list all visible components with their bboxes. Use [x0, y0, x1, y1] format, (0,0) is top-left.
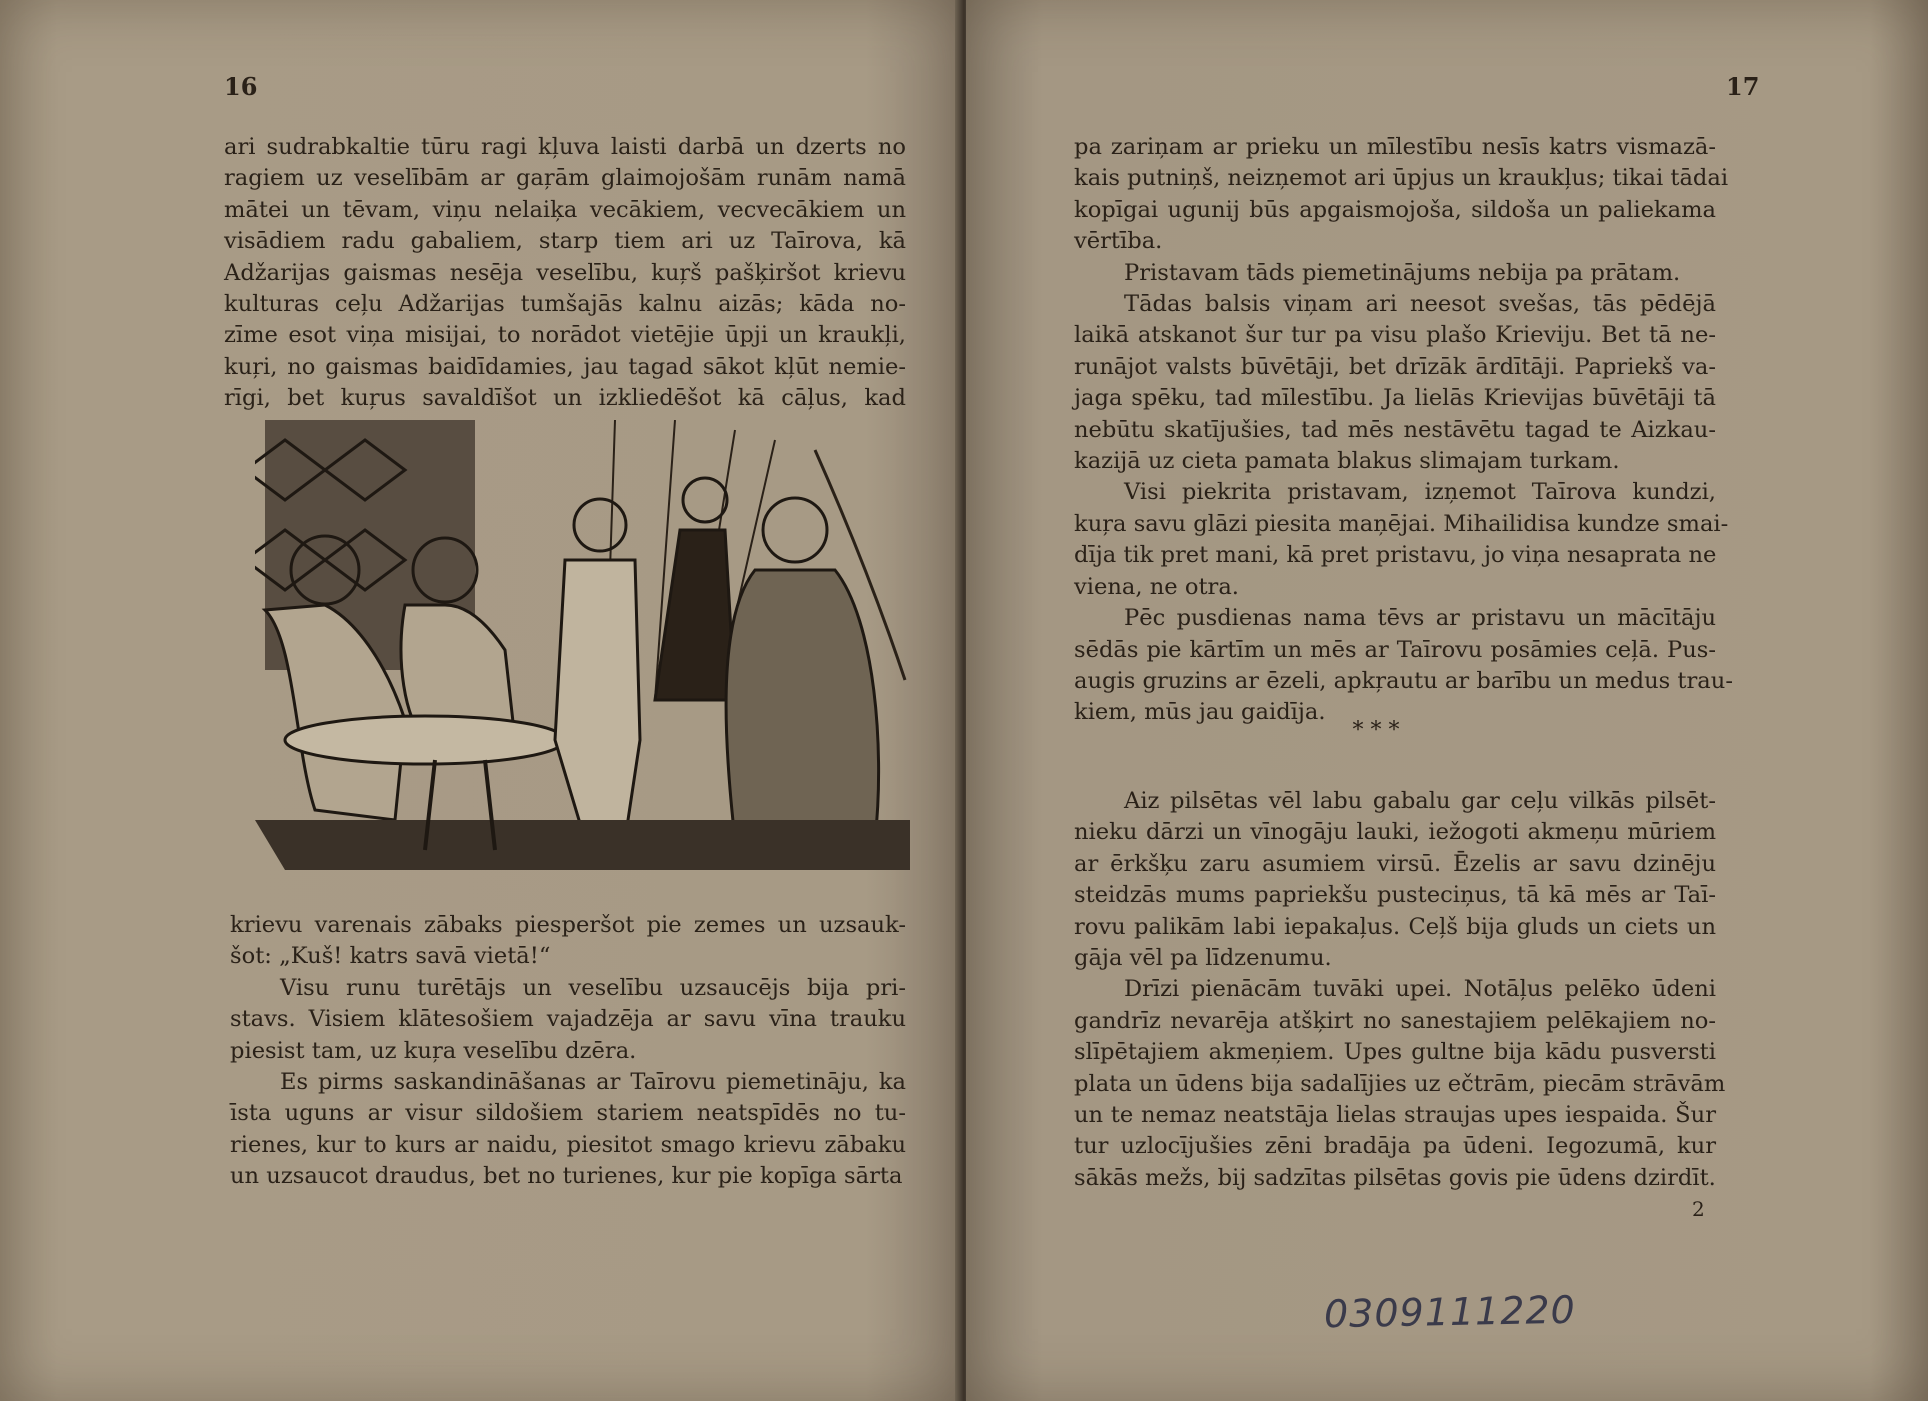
- text-line: pa zariņam ar prieku un mīlestību nesīs katrs vismazā-: [1074, 134, 1716, 160]
- text-line: nieku dārzi un vīnogāju lauki, iežogoti akmeņu mūriem: [1074, 819, 1716, 846]
- left-text-top: [224, 132, 906, 415]
- left-text-bottom: [230, 910, 906, 1193]
- text-line: runājot valsts būvētāji, bet drīzāk ārdītāji. Papriekš va-: [1074, 353, 1716, 380]
- text-line: Drīzi pienācām tuvāki upei. Notāļus pelēko ūdeni: [1124, 976, 1716, 1003]
- text-line: sākās mežs, bij sadzītas pilsētas govis pie ūdens dzirdīt.: [1074, 1164, 1716, 1191]
- text-line: zīme esot viņa misijai, to norādot vietējie ūpji un kraukļi,: [224, 322, 906, 349]
- page-number-left: 16: [224, 72, 258, 101]
- text-line: un te nemaz neatstāja lielas straujas upes iespaida. Šur: [1074, 1102, 1716, 1129]
- text-line: kopīgai ugunij būs apgaismojoša, sildoša un paliekama: [1074, 196, 1716, 223]
- right-text-bottom: [1074, 786, 1726, 1194]
- text-line: kais putniņš, neizņemot ari ūpjus un kraukļus; tikai tādai: [1074, 165, 1729, 192]
- text-line: kiem, mūs jau gaidīja.: [1074, 699, 1326, 726]
- right-text-top: [1074, 132, 1733, 729]
- text-line: kulturas ceļu Adžarijas tumšajās kalnu aizās; kāda no-: [224, 291, 906, 318]
- text-line: rovu palikām labi iepakaļus. Ceļš bija gluds un ciets un: [1074, 913, 1716, 940]
- text-line: ragiem uz veselībām ar gaŗām glaimojošām runām namā: [224, 165, 906, 192]
- text-line: stavs. Visiem klātesošiem vajadzēja ar savu vīna trauku: [230, 1006, 906, 1033]
- text-line: gāja vēl pa līdzenumu.: [1074, 945, 1332, 972]
- text-line: kuŗi, no gaismas baidīdamies, jau tagad sākot kļūt nemie-: [224, 353, 906, 380]
- text-line: viena, ne otra.: [1074, 573, 1239, 600]
- page-number-right: 17: [1726, 72, 1760, 101]
- text-line: ari sudrabkaltie tūru ragi kļuva laisti darbā un dzerts no: [224, 134, 906, 160]
- text-line: vērtība.: [1074, 228, 1163, 255]
- text-line: sēdās pie kārtīm un mēs ar Taīrovu posāmies ceļā. Pus-: [1074, 636, 1716, 663]
- text-line: Adžarijas gaismas nesēja veselību, kuŗš pašķiršot krievu: [224, 259, 906, 286]
- text-line: dīja tik pret mani, kā pret pristavu, jo viņa nesaprata ne: [1074, 542, 1717, 569]
- text-line: Visu runu turētājs un veselību uzsaucējs bija pri-: [280, 974, 906, 1001]
- text-line: laikā atskanot šur tur pa visu plašo Krieviju. Bet tā ne-: [1074, 322, 1716, 349]
- text-line: šot: „Kuš! katrs savā vietā!“: [230, 943, 551, 970]
- text-line: visādiem radu gabaliem, starp tiem ari uz Taīrova, kā: [224, 228, 906, 255]
- text-line: mātei un tēvam, viņu nelaiķa vecākiem, vecvecākiem un: [224, 196, 906, 223]
- text-line: un uzsaucot draudus, bet no turienes, kur pie kopīga sārta: [230, 1163, 903, 1190]
- text-line: Pristavam tāds piemetinājums nebija pa prātam.: [1124, 259, 1681, 286]
- text-line: kazijā uz cieta pamata blakus slimajam turkam.: [1074, 448, 1620, 475]
- text-line: gandrīz nevarēja atšķirt no sanestajiem pelēkajiem no-: [1074, 1007, 1716, 1034]
- text-line: ar ērkšķu zaru asumiem virsū. Ēzelis ar savu dzinēju: [1074, 850, 1716, 877]
- text-line: krievu varenais zābaks piesperšot pie zemes un uzsauk-: [230, 912, 906, 938]
- signature-mark: 2: [1692, 1197, 1705, 1221]
- text-line: piesist tam, uz kuŗa veselību dzēra.: [230, 1037, 637, 1064]
- text-line: steidzās mums papriekšu pusteciņus, tā kā mēs ar Taī-: [1074, 882, 1716, 909]
- right-page: [966, 0, 1928, 1401]
- text-line: tur uzlocījušies zēni bradāja pa ūdeni. Iegozumā, kur: [1074, 1133, 1716, 1160]
- text-line: nebūtu skatījušies, tad mēs nestāvētu tagad te Aizkau-: [1074, 416, 1716, 443]
- text-line: rienes, kur to kurs ar naidu, piesitot smago krievu zābaku: [230, 1131, 906, 1158]
- text-line: plata un ūdens bija sadalījies uz ečtrām, piecām strāvām: [1074, 1070, 1726, 1097]
- illustration: [255, 420, 910, 890]
- text-line: īsta uguns ar visur sildošiem stariem neatspīdēs no tu-: [230, 1100, 906, 1127]
- text-line: jaga spēku, tad mīlestību. Ja lielās Krievijas būvētāji tā: [1074, 385, 1716, 412]
- left-page: [0, 0, 962, 1401]
- text-line: Visi piekrita pristavam, izņemot Taīrova kundzi,: [1124, 479, 1716, 506]
- section-separator: * * *: [1352, 718, 1400, 743]
- text-line: augis gruzins ar ēzeli, apkŗautu ar barību un medus trau-: [1074, 667, 1733, 694]
- text-line: rīgi, bet kuŗus savaldīšot un izkliedēšot kā cāļus, kad: [224, 385, 906, 412]
- text-line: Pēc pusdienas nama tēvs ar pristavu un mācītāju: [1124, 605, 1716, 632]
- text-line: slīpētajiem akmeņiem. Upes gultne bija kādu pusversti: [1074, 1039, 1716, 1066]
- handwritten-inventory-number: 0309111220: [1323, 1287, 1577, 1337]
- text-line: Tādas balsis viņam ari neesot svešas, tās pēdējā: [1124, 291, 1716, 318]
- text-line: kuŗa savu glāzi piesita maņējai. Mihailidisa kundze smai-: [1074, 510, 1729, 537]
- text-line: Es pirms saskandināšanas ar Taīrovu piemetināju, ka: [280, 1069, 906, 1096]
- text-line: Aiz pilsētas vēl labu gabalu gar ceļu vilkās pilsēt-: [1124, 788, 1716, 814]
